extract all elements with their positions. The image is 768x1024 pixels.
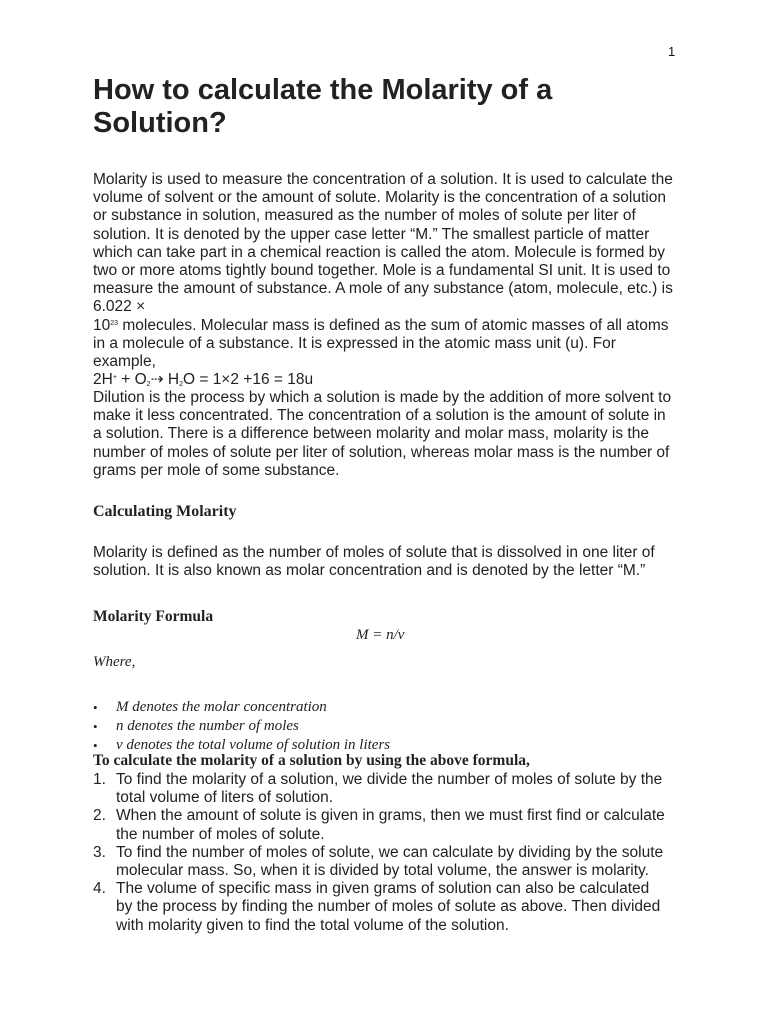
step-number: 4.	[93, 880, 106, 898]
chemical-equation	[93, 371, 313, 388]
eq-hydrogen-charge: +	[112, 374, 117, 382]
molarity-formula: M = n/v	[356, 627, 405, 643]
intro-rest-text: molecules. Molecular mass is defined as the sum of atomic masses of all atoms in a molecule of a substance. It is expressed in the atomic mass unit (u). For example,	[93, 316, 669, 371]
where-label: Where,	[93, 654, 136, 670]
list-item: • M denotes the molar concentration	[93, 698, 653, 717]
intro-paragraph	[93, 171, 673, 389]
list-item	[93, 807, 668, 843]
intro-main-text: Molarity is used to measure the concentration of a solution. It is used to calculate the volume of solvent or the amount of solute. Molarity is the concentration of a solution or substance in solution, measured as the number of moles of solute per liter of solution. It is denoted by the upper case letter “M.” The smallest particle of matter which can take part in a chemical reaction is called the atom. Molecule is formed by two or more atoms tightly bound together. Mole is a fundamental SI unit. It is used to measure the amount of substance. A mole of any substance (atom, molecule, etc.) is 6.022 ×	[93, 171, 673, 316]
step-text: To find the number of moles of solute, we can calculate by dividing by the solute molecular mass. So, when it is divided by total volume, the answer is molarity.	[116, 843, 664, 880]
dilution-paragraph: Dilution is the process by which a solution is made by the addition of more solvent to make it less concentrated. The concentration of a solution is the amount of solute in a solution. There is a difference between molarity and molar mass, molarity is the number of moles of solute per liter of solution, whereas molar mass is the number of grams per mole of some substance.	[93, 389, 672, 479]
variable-list	[93, 698, 653, 755]
eq-result: O = 1×2 +16 = 18u	[182, 371, 314, 389]
steps-heading: To calculate the molarity of a solution by using the above formula,	[93, 752, 530, 769]
list-item	[93, 880, 668, 935]
page-number: 1	[668, 44, 676, 59]
eq-arrow: ⇢ H	[150, 371, 180, 389]
power-base: 10	[93, 316, 111, 334]
page-title: How to calculate the Molarity of a Solution?	[93, 74, 553, 139]
calculating-molarity-heading: Calculating Molarity	[93, 503, 237, 520]
definition-paragraph: Molarity is defined as the number of moles of solute that is dissolved in one liter of solution. It is also known as molar concentration and is denoted by the letter “M.”	[93, 544, 655, 580]
step-text: When the amount of solute is given in grams, then we must first find or calculate the number of moles of solute.	[116, 807, 665, 843]
list-item: • n denotes the number of moles	[93, 717, 653, 736]
steps-list	[93, 771, 668, 935]
step-text: The volume of specific mass in given grams of solution can also be calculated by the process by finding the number of moles of solute as above. Then divided with molarity given to find the total volume of the solution.	[116, 880, 661, 934]
list-item	[93, 771, 668, 807]
eq-water-subscript: 2	[179, 381, 183, 389]
step-text: To find the molarity of a solution, we divide the number of moles of solute by the total volume of liters of solution.	[116, 771, 663, 807]
eq-hydrogen: 2H	[93, 371, 113, 389]
step-number: 3.	[93, 843, 106, 861]
eq-oxygen: + O	[116, 371, 147, 389]
eq-oxygen-subscript: 2	[146, 381, 151, 389]
molarity-formula-heading: Molarity Formula	[93, 608, 214, 625]
step-number: 2.	[93, 807, 106, 825]
power-exponent: 23	[110, 319, 119, 327]
list-item: • v denotes the total volume of solution in liters	[93, 736, 653, 755]
step-number: 1.	[93, 771, 106, 788]
list-item	[93, 844, 668, 880]
